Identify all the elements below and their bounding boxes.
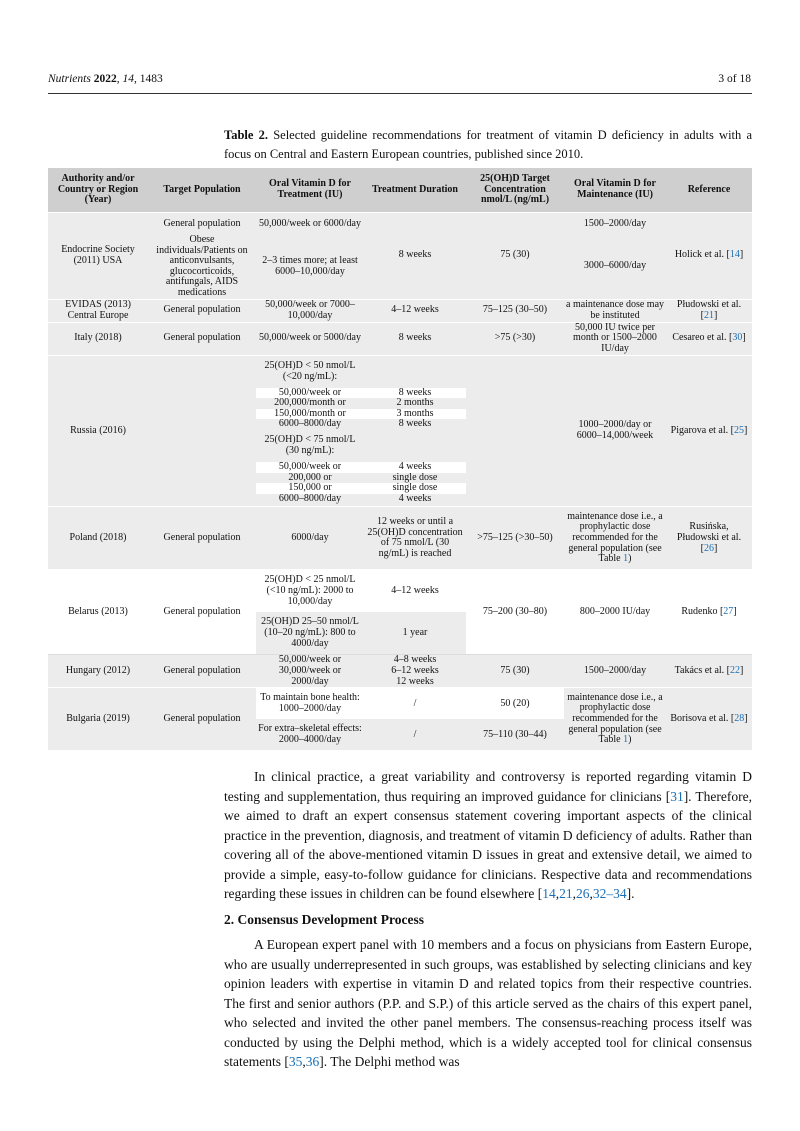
caption-text: Selected guideline recommendations for treatment of vitamin D deficiency in adults with a focus on Central and Eastern European countries, published since 2010.	[224, 128, 752, 161]
header-maintenance-dose: Oral Vitamin D for Maintenance (IU)	[564, 168, 666, 213]
population-cell: General population	[148, 213, 256, 236]
table-row	[48, 355, 752, 388]
duration-cell	[364, 430, 466, 462]
maintenance-cell: a maintenance dose may be instituted	[566, 298, 665, 321]
duration-cell: /	[364, 688, 466, 720]
header-target-concentration: 25(OH)D Target Concentration nmol/L (ng/mL)	[466, 168, 564, 213]
citation-link[interactable]: 26	[576, 886, 590, 901]
citation-link[interactable]: 36	[305, 1054, 320, 1069]
table-row	[48, 213, 752, 236]
duration-cell: /	[364, 719, 466, 750]
reference-cell: Borisova et al. [28]	[666, 688, 752, 751]
reference-cell: Rudenko [27]	[666, 570, 752, 655]
authority-cell: Russia (2016)	[48, 355, 148, 507]
duration-cell: 1 year	[364, 612, 466, 655]
treatment-cell: 200,000 or	[256, 473, 364, 484]
paragraph-consensus: A European expert panel with 10 members and a focus on physicians from Eastern Europe, who are usually underrepresented in such groups, was established by selecting clinicians and key opinion leaders with expertise in vitamin D and related topics from their respective countries. The first and senior authors (P.P. and S.P.) of this article served as the chairs of this expert panel, who selected and invited the other panel members. The consensus-reaching process itself was conducted by using the Delphi method, which is a widely accepted tool for clinical consensus statements [35,36]. The Delphi method was	[224, 937, 752, 1069]
authority-cell: Poland (2018)	[48, 507, 148, 570]
condition-cell: 25(OH)D < 50 nmol/L (<20 ng/mL):	[256, 355, 364, 388]
target-cell: >75–125 (>30–50)	[466, 507, 564, 570]
target-cell: 75 (30)	[466, 655, 564, 688]
citation-link[interactable]: 35	[288, 1054, 303, 1069]
target-cell: >75 (>30)	[466, 322, 564, 355]
duration-cell: single dose	[364, 483, 466, 494]
treatment-cell: 6000–8000/day	[256, 494, 364, 505]
citation-link[interactable]: 25	[733, 424, 744, 436]
table-row	[48, 688, 752, 720]
authority-cell: Hungary (2012)	[48, 655, 148, 688]
duration-cell: 12 weeks or until a 25(OH)D concentration of 75 nmol/L (30 ng/mL) is reached	[364, 507, 466, 570]
maintenance-cell: maintenance dose i.e., a prophylactic dose recommended for the general population (see Table 1)	[564, 688, 666, 751]
treatment-cell: 50,000/week or 7000–10,000/day	[256, 299, 364, 322]
treatment-cell: To maintain bone health: 1000–2000/day	[256, 688, 364, 720]
target-cell: 50 (20)	[466, 688, 564, 720]
population-cell: General population	[148, 299, 256, 322]
reference-cell: Rusińska, Płudowski et al. [26]	[666, 507, 752, 570]
page-number: 3 of 18	[718, 73, 751, 85]
target-cell: 75 (30)	[466, 213, 564, 300]
citation-link[interactable]: 27	[723, 606, 734, 618]
duration-cell: 4–8 weeks 6–12 weeks 12 weeks	[364, 655, 466, 688]
maintenance-cell: 1000–2000/day or 6000–14,000/week	[564, 355, 666, 507]
duration-cell: 8 weeks	[364, 388, 466, 399]
maintenance-cell: 800–2000 IU/day	[564, 570, 666, 655]
target-cell: 75–200 (30–80)	[466, 570, 564, 655]
authority-cell: Belarus (2013)	[48, 570, 148, 655]
reference-cell: Płudowski et al. [21]	[666, 299, 752, 322]
duration-cell: 4–12 weeks	[364, 570, 466, 613]
duration-cell	[364, 355, 466, 388]
header-rule	[48, 93, 752, 94]
maintenance-cell: 1500–2000/day	[564, 213, 666, 236]
citation-link[interactable]: 22	[730, 665, 741, 677]
guideline-table	[48, 168, 752, 750]
authority-cell: EVIDAS (2013) Central Europe	[48, 299, 148, 322]
population-cell	[148, 355, 256, 507]
treatment-cell: 25(OH)D 25–50 nmol/L (10–20 ng/mL): 800 to 4000/day	[256, 612, 364, 655]
citation-link[interactable]: 32–34	[592, 886, 627, 901]
population-cell: General population	[148, 322, 256, 355]
journal-name: Nutrients	[48, 73, 91, 85]
citation-link[interactable]: 31	[670, 788, 684, 804]
treatment-cell: 25(OH)D < 25 nmol/L (<10 ng/mL): 2000 to 10,000/day	[256, 570, 364, 613]
duration-cell: 3 months	[364, 409, 466, 420]
table-link[interactable]: 1	[623, 734, 629, 746]
header-treatment-dose: Oral Vitamin D for Treatment (IU)	[256, 168, 364, 213]
treatment-cell: 6000/day	[256, 507, 364, 570]
section-heading: 2. Consensus Development Process	[224, 912, 424, 927]
table-row	[48, 507, 752, 570]
duration-cell: 8 weeks	[364, 322, 466, 355]
citation-link[interactable]: 14	[729, 249, 740, 261]
citation-link[interactable]: 14	[542, 886, 556, 901]
maintenance-cell: 3000–6000/day	[564, 235, 666, 299]
journal-volume: 14	[122, 73, 134, 85]
duration-cell: 8 weeks	[364, 419, 466, 430]
duration-cell: 4 weeks	[364, 462, 466, 473]
authority-cell: Italy (2018)	[48, 322, 148, 355]
header-target-population: Target Population	[148, 168, 256, 213]
duration-cell: 4–12 weeks	[364, 299, 466, 322]
header-authority: Authority and/or Country or Region (Year)	[48, 168, 148, 213]
table-caption	[224, 126, 752, 164]
treatment-cell: 200,000/month or	[256, 398, 364, 409]
duration-cell: 2 months	[364, 398, 466, 409]
citation-link[interactable]: 30	[732, 332, 743, 344]
treatment-cell: 150,000/month or	[256, 409, 364, 420]
table-row	[48, 570, 752, 613]
treatment-cell: For extra–skeletal effects: 2000–4000/day	[256, 719, 364, 750]
citation-link[interactable]: 21	[704, 309, 714, 321]
duration-cell: 8 weeks	[364, 213, 466, 300]
target-cell	[466, 355, 564, 507]
article-number: 1483	[139, 73, 163, 85]
table-label: Table 2.	[224, 128, 268, 142]
population-cell: General population	[148, 570, 256, 655]
running-header-journal: Nutrients 2022, 14, 1483	[48, 73, 163, 85]
authority-cell: Endocrine Society (2011) USA	[48, 213, 148, 300]
citation-link[interactable]: 26	[704, 542, 714, 554]
population-cell: General population	[148, 507, 256, 570]
target-cell: 75–110 (30–44)	[466, 719, 564, 750]
treatment-cell: 2–3 times more; at least 6000–10,000/day	[256, 235, 364, 299]
treatment-cell: 50,000/week or	[256, 388, 364, 399]
treatment-cell: 50,000/week or 30,000/week or 2000/day	[256, 655, 364, 688]
table-link[interactable]: 1	[623, 553, 629, 565]
table-row	[48, 322, 752, 355]
population-cell: General population	[148, 655, 256, 688]
condition-cell: 25(OH)D < 75 nmol/L (30 ng/mL):	[256, 430, 364, 462]
reference-cell: Takács et al. [22]	[666, 655, 752, 688]
header-reference: Reference	[666, 168, 752, 213]
maintenance-cell: maintenance dose i.e., a prophylactic dose recommended for the general population (see Table 1)	[564, 507, 666, 570]
population-cell: General population	[148, 688, 256, 751]
reference-cell: Cesareo et al. [30]	[666, 322, 752, 355]
citation-link[interactable]: 21	[559, 886, 573, 901]
population-cell: Obese individuals/Patients on anticonvulsants, glucocorticoids, antifungals, AIDS medications	[148, 235, 256, 299]
treatment-cell: 50,000/week or	[256, 462, 364, 473]
reference-cell: Pigarova et al. [25]	[666, 355, 752, 507]
journal-year: 2022	[93, 73, 117, 85]
header-treatment-duration: Treatment Duration	[364, 168, 466, 213]
target-cell: 75–125 (30–50)	[466, 299, 564, 322]
reference-cell: Holick et al. [14]	[666, 213, 752, 300]
table-row	[48, 655, 752, 688]
authority-cell: Bulgaria (2019)	[48, 688, 148, 751]
duration-cell: single dose	[364, 473, 466, 484]
treatment-cell: 6000–8000/day	[256, 419, 364, 430]
maintenance-cell: 1500–2000/day	[564, 655, 666, 688]
treatment-cell: 50,000/week or 6000/day	[256, 213, 364, 236]
citation-link[interactable]: 28	[734, 713, 745, 725]
table-header-row	[48, 168, 752, 213]
maintenance-cell: 50,000 IU twice per month or 1500–2000 IU/day	[564, 322, 666, 355]
treatment-cell: 50,000/week or 5000/day	[256, 322, 364, 355]
paragraph-intro: In clinical practice, a great variability and controversy is reported regarding vitamin D testing and supplementation, thus requiring an improved guidance for clinicians [31]. Therefore, we aimed to draft an expert consensus statement covering important aspects of the clinical practice in the prevention, diagnosis, and treatment of vitamin D deficiency of adults. Rather than covering all of the above-mentioned vitamin D issues in great and extensive detail, we aimed to provide a simple, easy-to-follow guidance for clinicians. Respective data and recommendations regarding these issues in children can be found elsewhere [14,21,26,32–34].	[224, 769, 752, 901]
duration-cell: 4 weeks	[364, 494, 466, 505]
treatment-cell: 150,000 or	[256, 483, 364, 494]
table-row	[48, 299, 752, 322]
